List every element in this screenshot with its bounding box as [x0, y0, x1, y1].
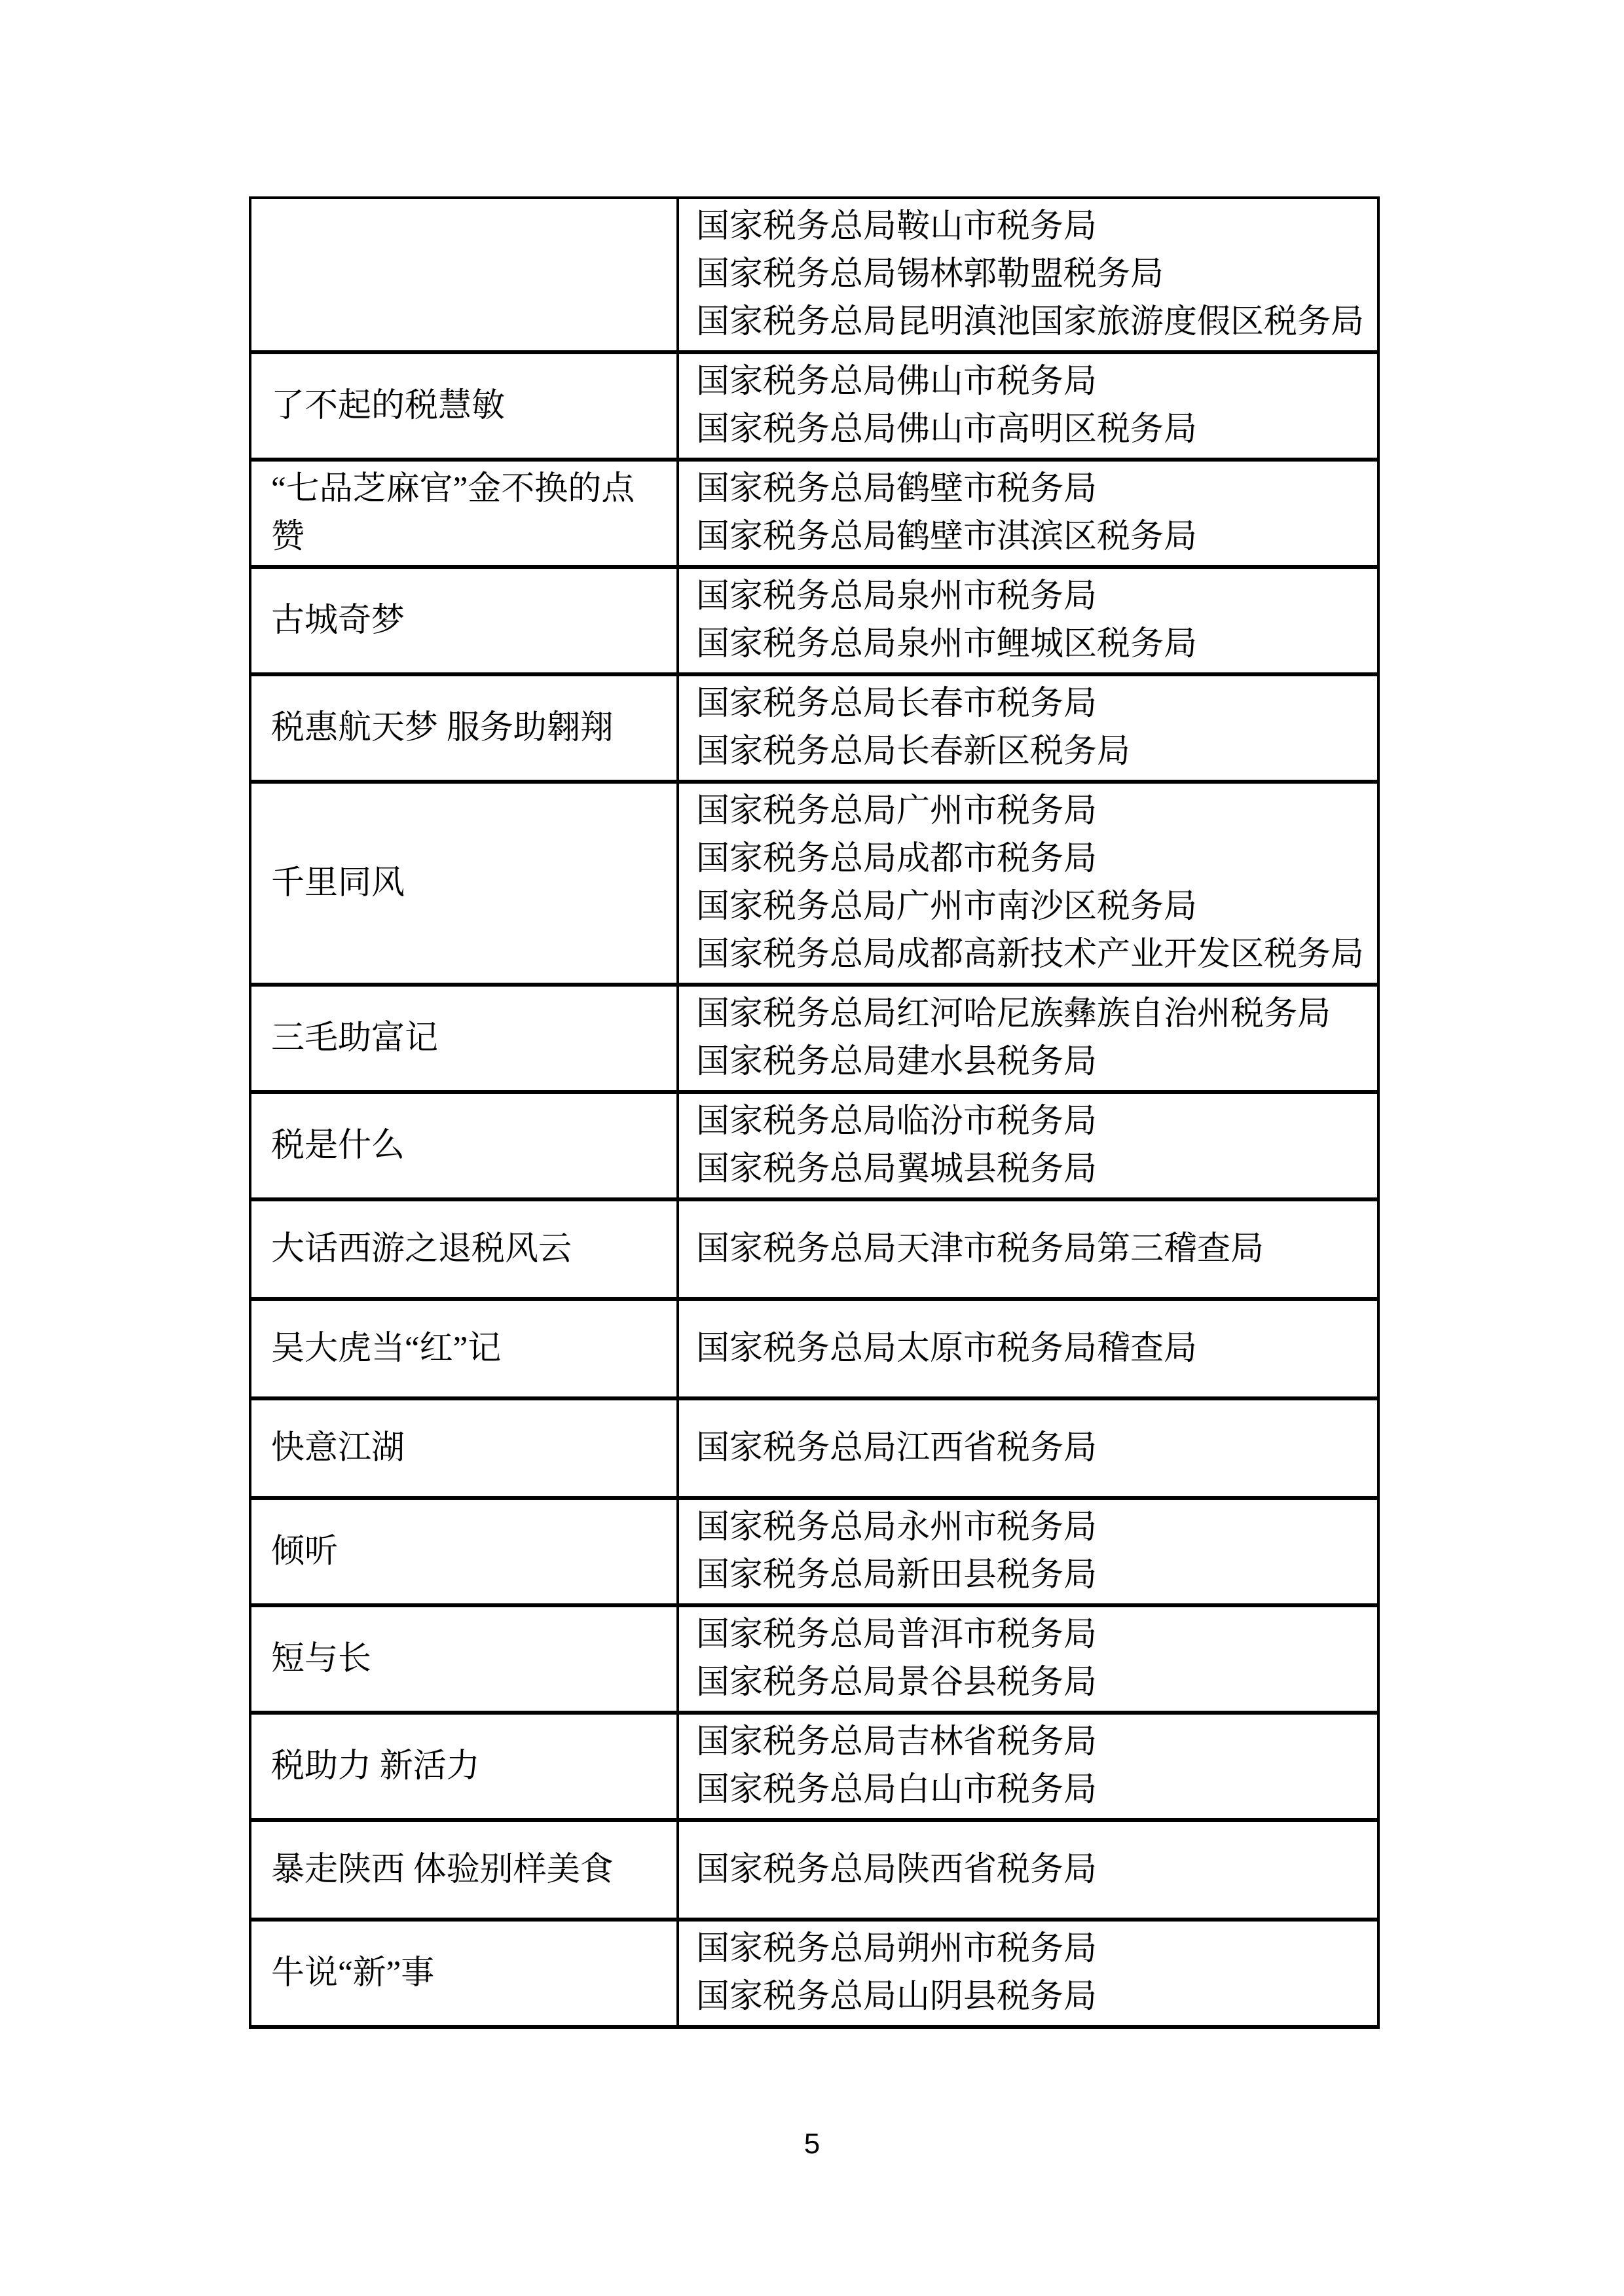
bureau-line: 国家税务总局成都市税务局 — [696, 841, 1098, 877]
work-title: 大话西游之退税风云 — [271, 1230, 572, 1267]
bureau-list-cell — [678, 1713, 1378, 1820]
bureau-list — [696, 203, 1372, 346]
bureau-list-cell — [678, 1199, 1378, 1299]
work-title-cell — [250, 1498, 678, 1605]
bureau-line: 国家税务总局鹤壁市税务局 — [696, 471, 1098, 507]
work-title: 牛说“新”事 — [271, 1954, 435, 1992]
work-title: 税助力 新活力 — [271, 1747, 480, 1785]
bureau-line: 国家税务总局锡林郭勒盟税务局 — [696, 256, 1164, 293]
bureau-line: 国家税务总局普洱市税务局 — [696, 1616, 1098, 1653]
work-title-cell — [250, 352, 678, 460]
bureau-line: 国家税务总局成都高新技术产业开发区税务局 — [696, 936, 1365, 973]
table-row — [250, 1713, 1378, 1820]
work-title: 税是什么 — [271, 1127, 405, 1164]
table-row — [250, 1820, 1378, 1920]
work-title-cell — [250, 1092, 678, 1199]
table-row — [250, 198, 1378, 352]
table-row — [250, 985, 1378, 1092]
bureau-line: 国家税务总局广州市南沙区税务局 — [696, 888, 1198, 925]
table-row — [250, 782, 1378, 985]
work-title: 三毛助富记 — [271, 1019, 439, 1057]
bureau-line: 国家税务总局广州市税务局 — [696, 793, 1098, 829]
work-title-cell — [250, 1398, 678, 1498]
bureau-list-cell — [678, 782, 1378, 985]
bureau-line: 国家税务总局鞍山市税务局 — [696, 208, 1098, 245]
bureau-line: 国家税务总局太原市税务局稽查局 — [696, 1330, 1198, 1367]
work-title: 税惠航天梦 服务助翱翔 — [271, 709, 614, 746]
bureau-line: 国家税务总局鹤壁市淇滨区税务局 — [696, 519, 1198, 555]
table-row — [250, 1920, 1378, 2027]
bureau-line: 国家税务总局山阴县税务局 — [696, 1978, 1098, 2015]
award-table-body — [250, 198, 1378, 2027]
work-title: 了不起的税慧敏 — [271, 387, 506, 424]
bureau-line: 国家税务总局江西省税务局 — [696, 1429, 1098, 1467]
bureau-list-cell — [678, 674, 1378, 782]
bureau-line: 国家税务总局长春新区税务局 — [696, 733, 1131, 770]
work-title-cell — [250, 1713, 678, 1820]
table-row — [250, 1199, 1378, 1299]
bureau-line: 国家税务总局永州市税务局 — [696, 1509, 1098, 1546]
bureau-list — [696, 358, 1372, 454]
bureau-list-cell — [678, 1299, 1378, 1398]
bureau-list-cell — [678, 567, 1378, 674]
page-footer — [0, 2128, 1624, 2160]
bureau-list — [696, 1504, 1372, 1599]
work-title-cell — [250, 1605, 678, 1713]
bureau-line: 国家税务总局白山市税务局 — [696, 1772, 1098, 1808]
bureau-list-cell — [678, 460, 1378, 567]
table-row — [250, 352, 1378, 460]
work-title: 暴走陕西 体验别样美食 — [271, 1851, 614, 1888]
work-title-cell — [250, 1820, 678, 1920]
work-title-cell — [250, 674, 678, 782]
bureau-line: 国家税务总局泉州市鲤城区税务局 — [696, 626, 1198, 663]
bureau-list-cell — [678, 352, 1378, 460]
table-row — [250, 1605, 1378, 1713]
table-row — [250, 567, 1378, 674]
award-table — [249, 196, 1380, 2029]
work-title: 短与长 — [271, 1640, 372, 1677]
bureau-line: 国家税务总局佛山市税务局 — [696, 363, 1098, 400]
bureau-list-cell — [678, 1820, 1378, 1920]
bureau-list-cell — [678, 1398, 1378, 1498]
work-title: 倾听 — [271, 1533, 339, 1570]
work-title-cell — [250, 198, 678, 352]
bureau-line: 国家税务总局佛山市高明区税务局 — [696, 411, 1198, 448]
table-row — [250, 1092, 1378, 1199]
work-title-cell — [250, 1299, 678, 1398]
work-title-cell — [250, 985, 678, 1092]
work-title: “七品芝麻官”金不换的点赞 — [271, 471, 635, 555]
work-title-cell — [250, 460, 678, 567]
work-title: 古城奇梦 — [271, 602, 405, 639]
work-title: 快意江湖 — [271, 1429, 405, 1467]
bureau-list-cell — [678, 985, 1378, 1092]
table-row — [250, 1299, 1378, 1398]
bureau-list-cell — [678, 1920, 1378, 2027]
bureau-line: 国家税务总局陕西省税务局 — [696, 1851, 1098, 1888]
page-number: 5 — [803, 2128, 821, 2160]
work-title-cell — [250, 1920, 678, 2027]
bureau-list — [696, 680, 1372, 776]
work-title: 千里同风 — [271, 864, 405, 902]
table-row — [250, 1398, 1378, 1498]
bureau-line: 国家税务总局泉州市税务局 — [696, 578, 1098, 615]
bureau-list — [696, 1925, 1372, 2021]
bureau-line: 国家税务总局建水县税务局 — [696, 1044, 1098, 1080]
bureau-line: 国家税务总局昆明滇池国家旅游度假区税务局 — [696, 304, 1365, 340]
bureau-list-cell — [678, 1498, 1378, 1605]
bureau-line: 国家税务总局天津市税务局第三稽查局 — [696, 1230, 1264, 1267]
bureau-list — [696, 1226, 1372, 1273]
bureau-line: 国家税务总局临汾市税务局 — [696, 1103, 1098, 1140]
bureau-list-cell — [678, 198, 1378, 352]
bureau-line: 国家税务总局景谷县税务局 — [696, 1664, 1098, 1701]
work-title: 吴大虎当“红”记 — [271, 1330, 502, 1367]
table-row — [250, 674, 1378, 782]
work-title-cell — [250, 567, 678, 674]
table-row — [250, 460, 1378, 567]
bureau-line: 国家税务总局新田县税务局 — [696, 1557, 1098, 1594]
bureau-list — [696, 1325, 1372, 1373]
bureau-line: 国家税务总局红河哈尼族彝族自治州税务局 — [696, 996, 1331, 1032]
bureau-list — [696, 1425, 1372, 1472]
bureau-list — [696, 991, 1372, 1086]
bureau-list — [696, 1611, 1372, 1707]
bureau-list — [696, 1098, 1372, 1194]
bureau-list — [696, 1846, 1372, 1894]
bureau-list — [696, 788, 1372, 979]
work-title-cell — [250, 1199, 678, 1299]
bureau-list — [696, 465, 1372, 561]
bureau-list-cell — [678, 1092, 1378, 1199]
work-title-cell — [250, 782, 678, 985]
bureau-list — [696, 573, 1372, 668]
bureau-list — [696, 1719, 1372, 1814]
bureau-line: 国家税务总局朔州市税务局 — [696, 1931, 1098, 1967]
bureau-line: 国家税务总局吉林省税务局 — [696, 1724, 1098, 1760]
table-row — [250, 1498, 1378, 1605]
bureau-line: 国家税务总局长春市税务局 — [696, 685, 1098, 722]
bureau-list-cell — [678, 1605, 1378, 1713]
bureau-line: 国家税务总局翼城县税务局 — [696, 1151, 1098, 1188]
